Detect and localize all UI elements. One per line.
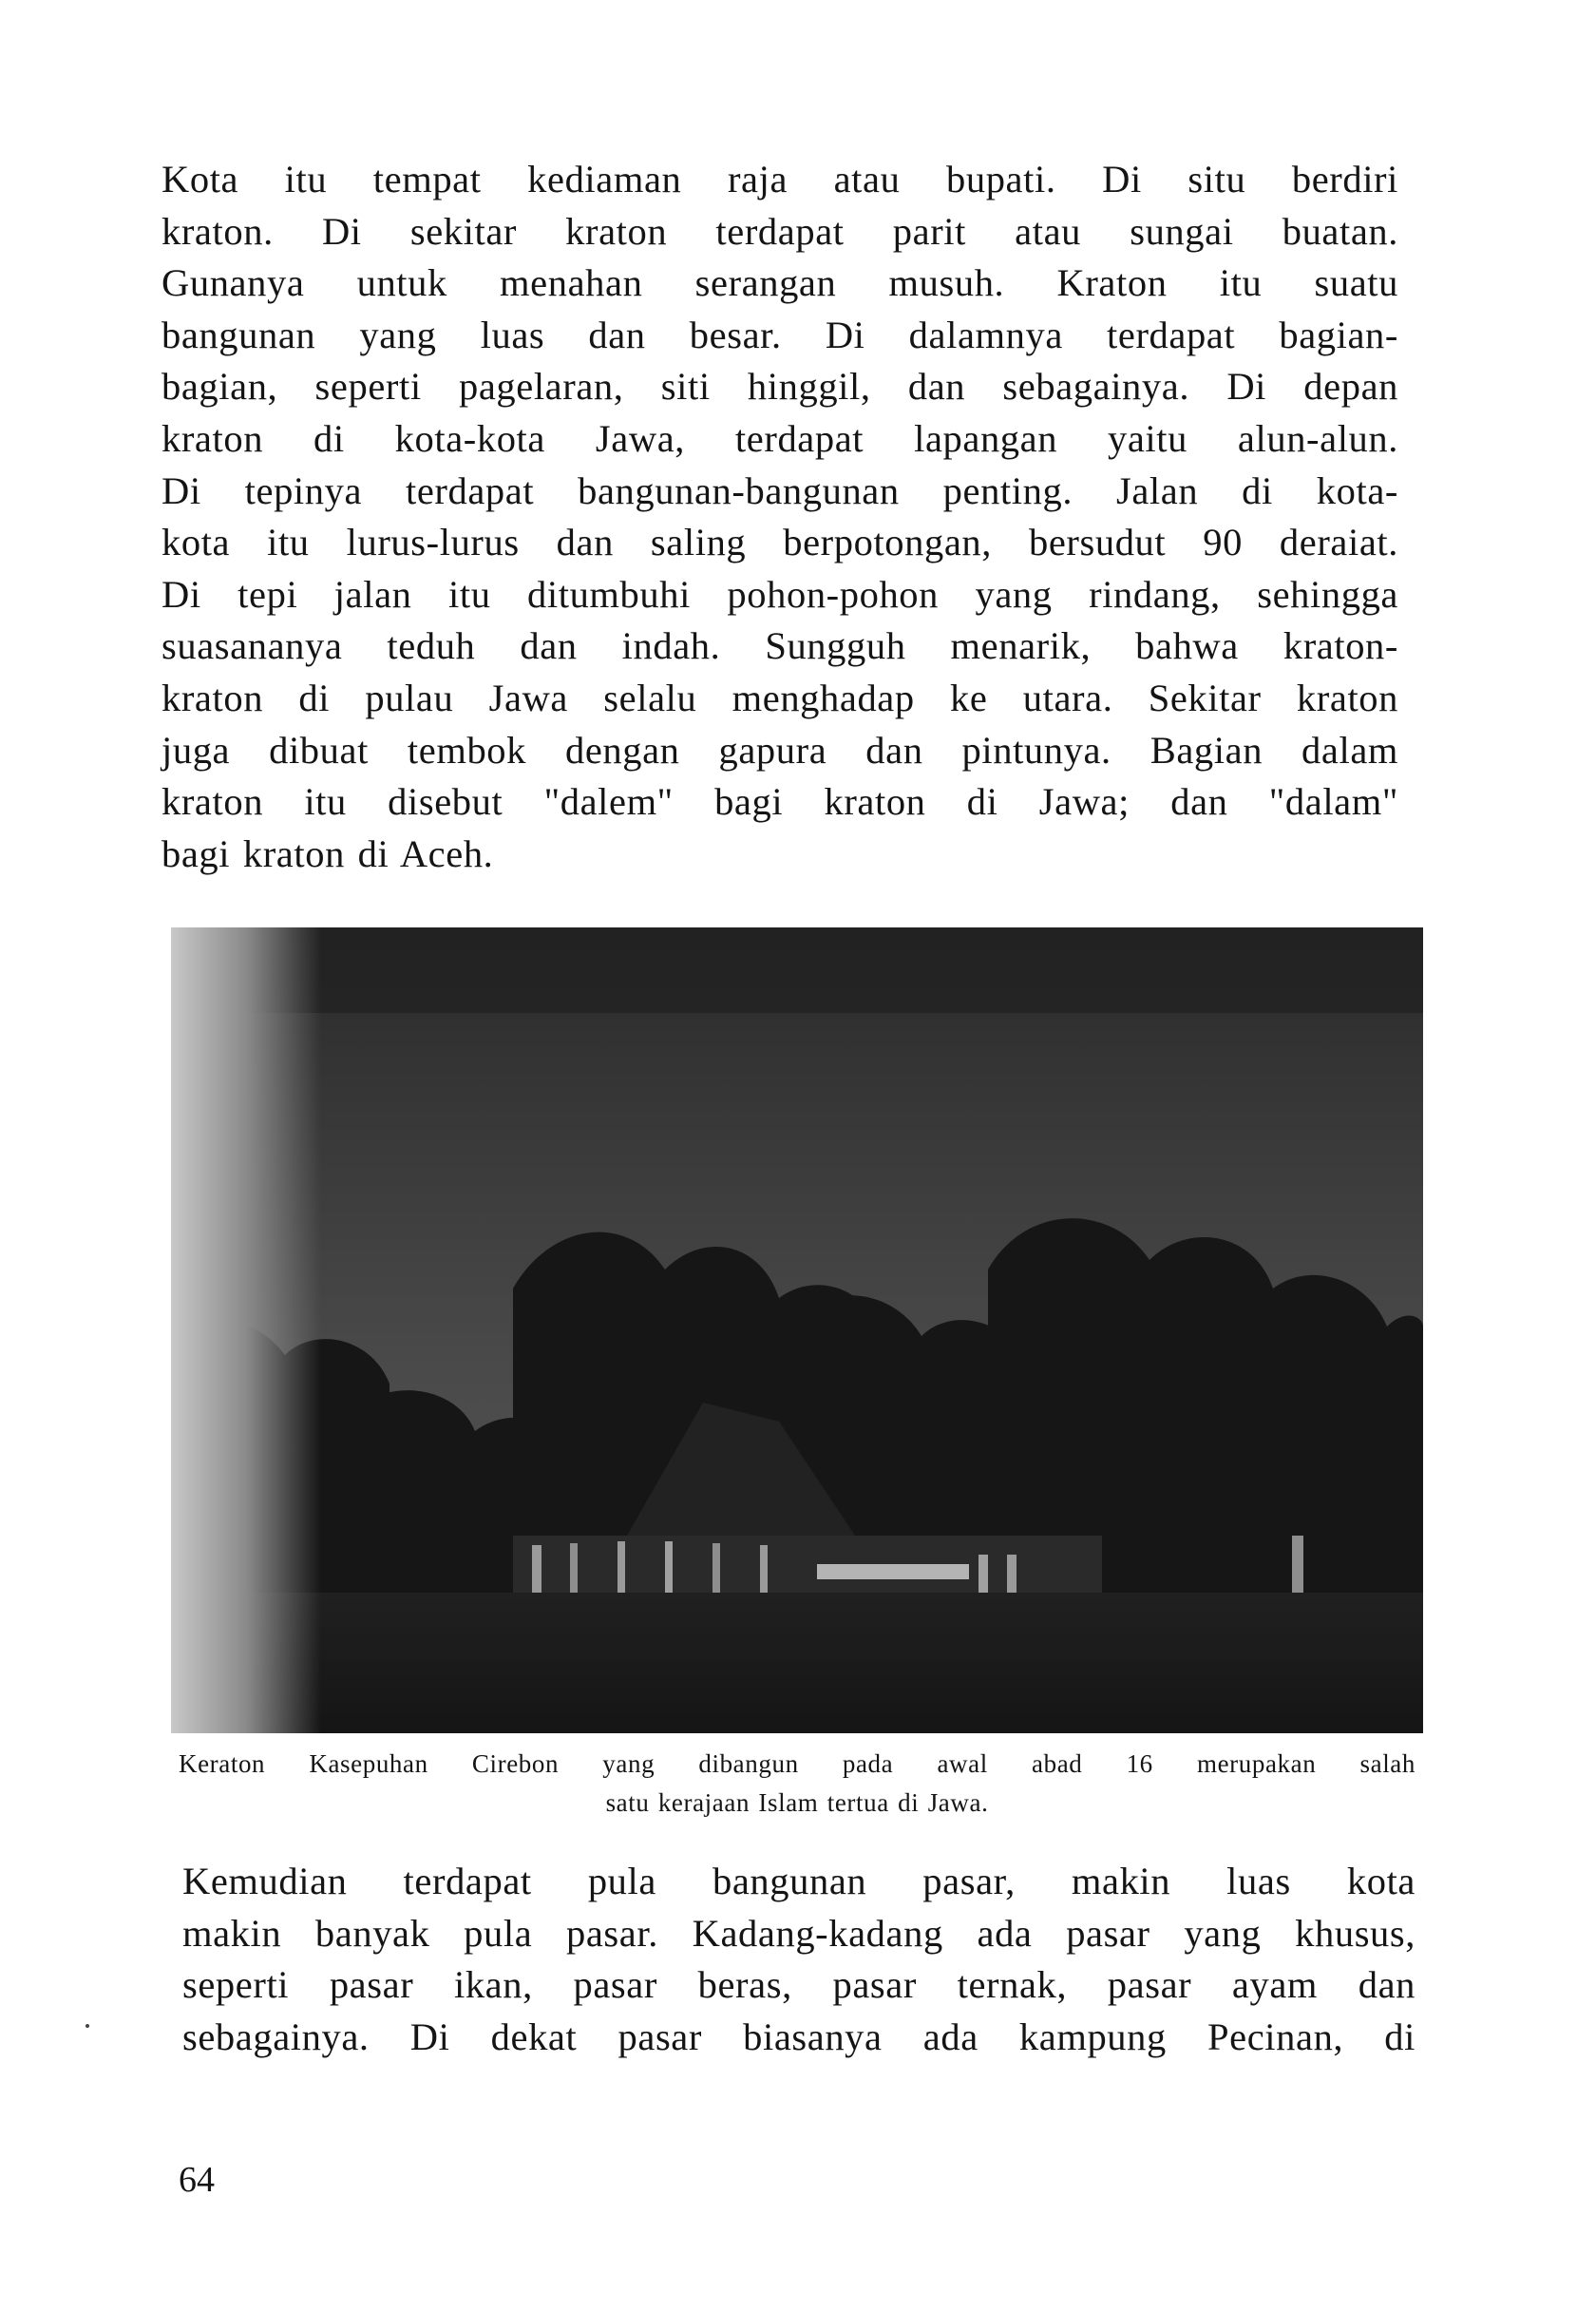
body-paragraph-2	[182, 1856, 1416, 2063]
text-line: Kota itu tempat kediaman raja atau bupati. Di situ berdiri	[162, 158, 1398, 201]
text-line: kraton itu disebut "dalem" bagi kraton di Jawa; dan "dalam"	[162, 780, 1398, 824]
text-line: kraton di pulau Jawa selalu menghadap ke utara. Sekitar kraton	[162, 676, 1398, 719]
text-line: Gunanya untuk menahan serangan musuh. Kraton itu suatu	[162, 261, 1398, 305]
text-line: kraton di kota-kota Jawa, terdapat lapangan yaitu alun-alun.	[162, 416, 1398, 460]
text-line: Kemudian terdapat pula bangunan pasar, makin luas kota	[182, 1860, 1416, 1902]
body-paragraph-1	[162, 154, 1398, 880]
text-line: bagian, seperti pagelaran, siti hinggil, dan sebagainya. Di depan	[162, 365, 1398, 409]
keraton-photo-illustration	[171, 927, 1423, 1733]
text-line: suasananya teduh dan indah. Sungguh menarik, bahwa kraton-	[162, 624, 1398, 668]
text-line: makin banyak pula pasar. Kadang-kadang ada pasar yang khusus,	[182, 1911, 1416, 1955]
caption-line: Keraton Kasepuhan Cirebon yang dibangun pada awal abad 16 merupakan salah	[179, 1749, 1416, 1778]
text-line: juga dibuat tembok dengan gapura dan pintunya. Bagian dalam	[162, 728, 1398, 772]
text-line: Di tepi jalan itu ditumbuhi pohon-pohon yang rindang, sehingga	[162, 572, 1398, 616]
text-line: kota itu lurus-lurus dan saling berpotongan, bersudut 90 deraiat.	[162, 521, 1398, 564]
photo-caption	[179, 1745, 1416, 1823]
page-number: 64	[179, 2160, 215, 2200]
caption-line: satu kerajaan Islam tertua di Jawa.	[605, 1788, 989, 1817]
stray-mark	[86, 2024, 89, 2028]
text-line: bagi kraton di Aceh.	[162, 831, 494, 875]
text-line: sebagainya. Di dekat pasar biasanya ada kampung Pecinan, di	[182, 2015, 1416, 2058]
text-line: Di tepinya terdapat bangunan-bangunan penting. Jalan di kota-	[162, 468, 1398, 512]
text-line: seperti pasar ikan, pasar beras, pasar ternak, pasar ayam dan	[182, 1963, 1416, 2007]
text-line: kraton. Di sekitar kraton terdapat parit atau sungai buatan.	[162, 209, 1398, 253]
text-line: bangunan yang luas dan besar. Di dalamnya terdapat bagian-	[162, 313, 1398, 356]
keraton-photo	[171, 927, 1423, 1733]
